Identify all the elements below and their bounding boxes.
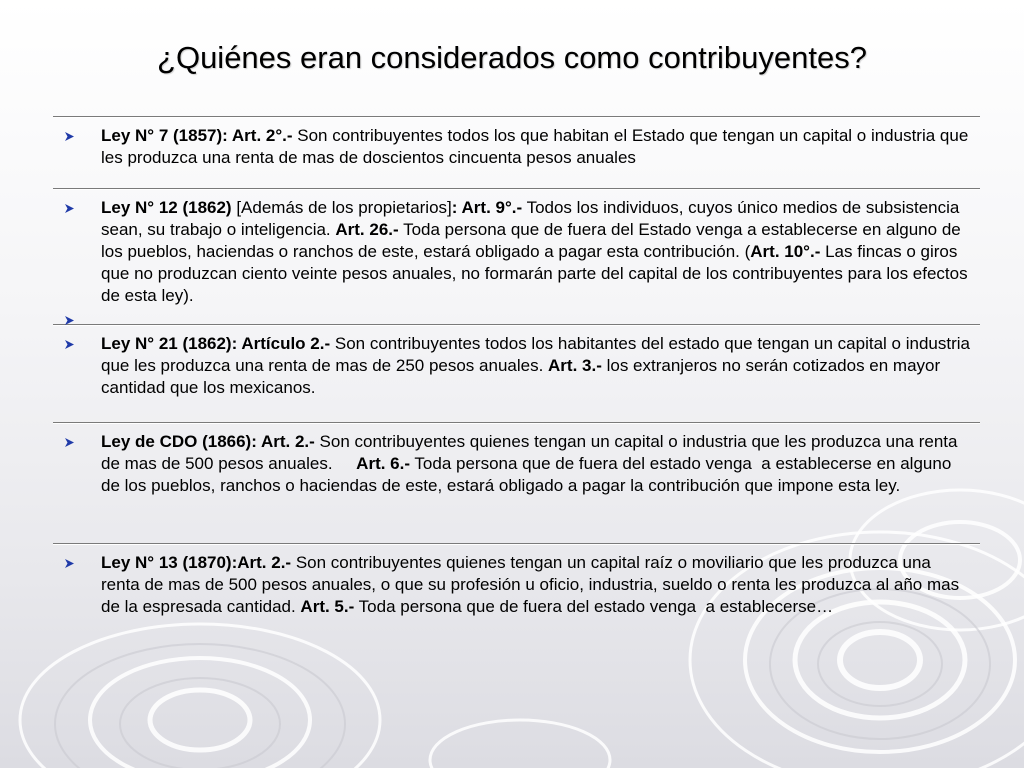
law-reference: Ley N° 13 (1870):Art. 2.- bbox=[101, 553, 292, 572]
law-text: Toda persona que de fuera del Estado venga a establecerse en alguno de los pueblos, haciendas o ranchos de este, estará obligado a pagar esta contribución. ( bbox=[101, 220, 961, 261]
law-text: Toda persona que de fuera del estado venga a establecerse en alguno de los pueblos, ranchos o haciendas de este, estará obligado a pagar la contribución que impone esta ley. bbox=[101, 454, 957, 495]
arrow-right-icon bbox=[64, 552, 76, 574]
arrow-right-icon bbox=[64, 125, 76, 147]
article-reference: Art. 6.- bbox=[356, 454, 411, 473]
law-text: Las fincas o giros que no produzcan ciento veinte pesos anuales, no formarán parte del capital de los contribuyentes para los efectos de esta ley). bbox=[101, 242, 968, 305]
law-text: los extranjeros no serán cotizados en mayor cantidad que los mexicanos. bbox=[101, 356, 941, 397]
list-item bbox=[53, 325, 980, 422]
article-reference: Art. 5.- bbox=[300, 597, 355, 616]
law-reference: Ley N° 7 (1857): Art. 2°.- bbox=[101, 126, 293, 145]
article-reference: Art. 26.- bbox=[335, 220, 399, 239]
article-reference: Art. 10°.- bbox=[750, 242, 821, 261]
arrow-right-icon bbox=[64, 431, 76, 453]
arrow-right-icon bbox=[64, 333, 76, 355]
article-reference: Art. 3.- bbox=[548, 356, 602, 375]
article-reference: : Art. 9°.- bbox=[451, 198, 523, 217]
law-reference: Ley de CDO (1866): Art. 2.- bbox=[101, 432, 315, 451]
list-item bbox=[53, 189, 980, 324]
law-text: Son contribuyentes todos los que habitan el Estado que tengan un capital o industria que les produzca una renta de mas de doscientos cincuenta pesos anuales bbox=[101, 126, 969, 167]
law-text: Son contribuyentes quienes tengan un capital raíz o moviliario que les produzca una renta de mas de 500 pesos anuales, o que su profesión u oficio, industria, sueldo o renta les produzca al año mas de la espresada cantidad. bbox=[101, 553, 960, 616]
list-item bbox=[53, 544, 980, 642]
list-item bbox=[53, 423, 980, 543]
law-text: Todos los individuos, cuyos único medios de subsistencia sean, su trabajo o inteligencia. bbox=[101, 198, 960, 239]
law-reference: Ley N° 21 (1862): Artículo 2.- bbox=[101, 334, 331, 353]
law-note: [Además de los propietarios] bbox=[231, 198, 452, 217]
law-reference: Ley N° 12 (1862) bbox=[101, 198, 232, 217]
arrow-right-icon bbox=[64, 197, 76, 219]
slide-title: ¿Quiénes eran considerados como contribuyentes? bbox=[157, 40, 867, 75]
law-list bbox=[53, 116, 980, 642]
law-text: Toda persona que de fuera del estado venga a establecerse… bbox=[354, 597, 834, 616]
list-item bbox=[53, 117, 980, 188]
law-text: Son contribuyentes todos los habitantes del estado que tengan un capital o industria que les produzca una renta de mas de 250 pesos anuales. bbox=[101, 334, 970, 375]
law-text: Son contribuyentes quienes tengan un capital o industria que les produzca una renta de mas de 500 pesos anuales. bbox=[101, 432, 963, 473]
